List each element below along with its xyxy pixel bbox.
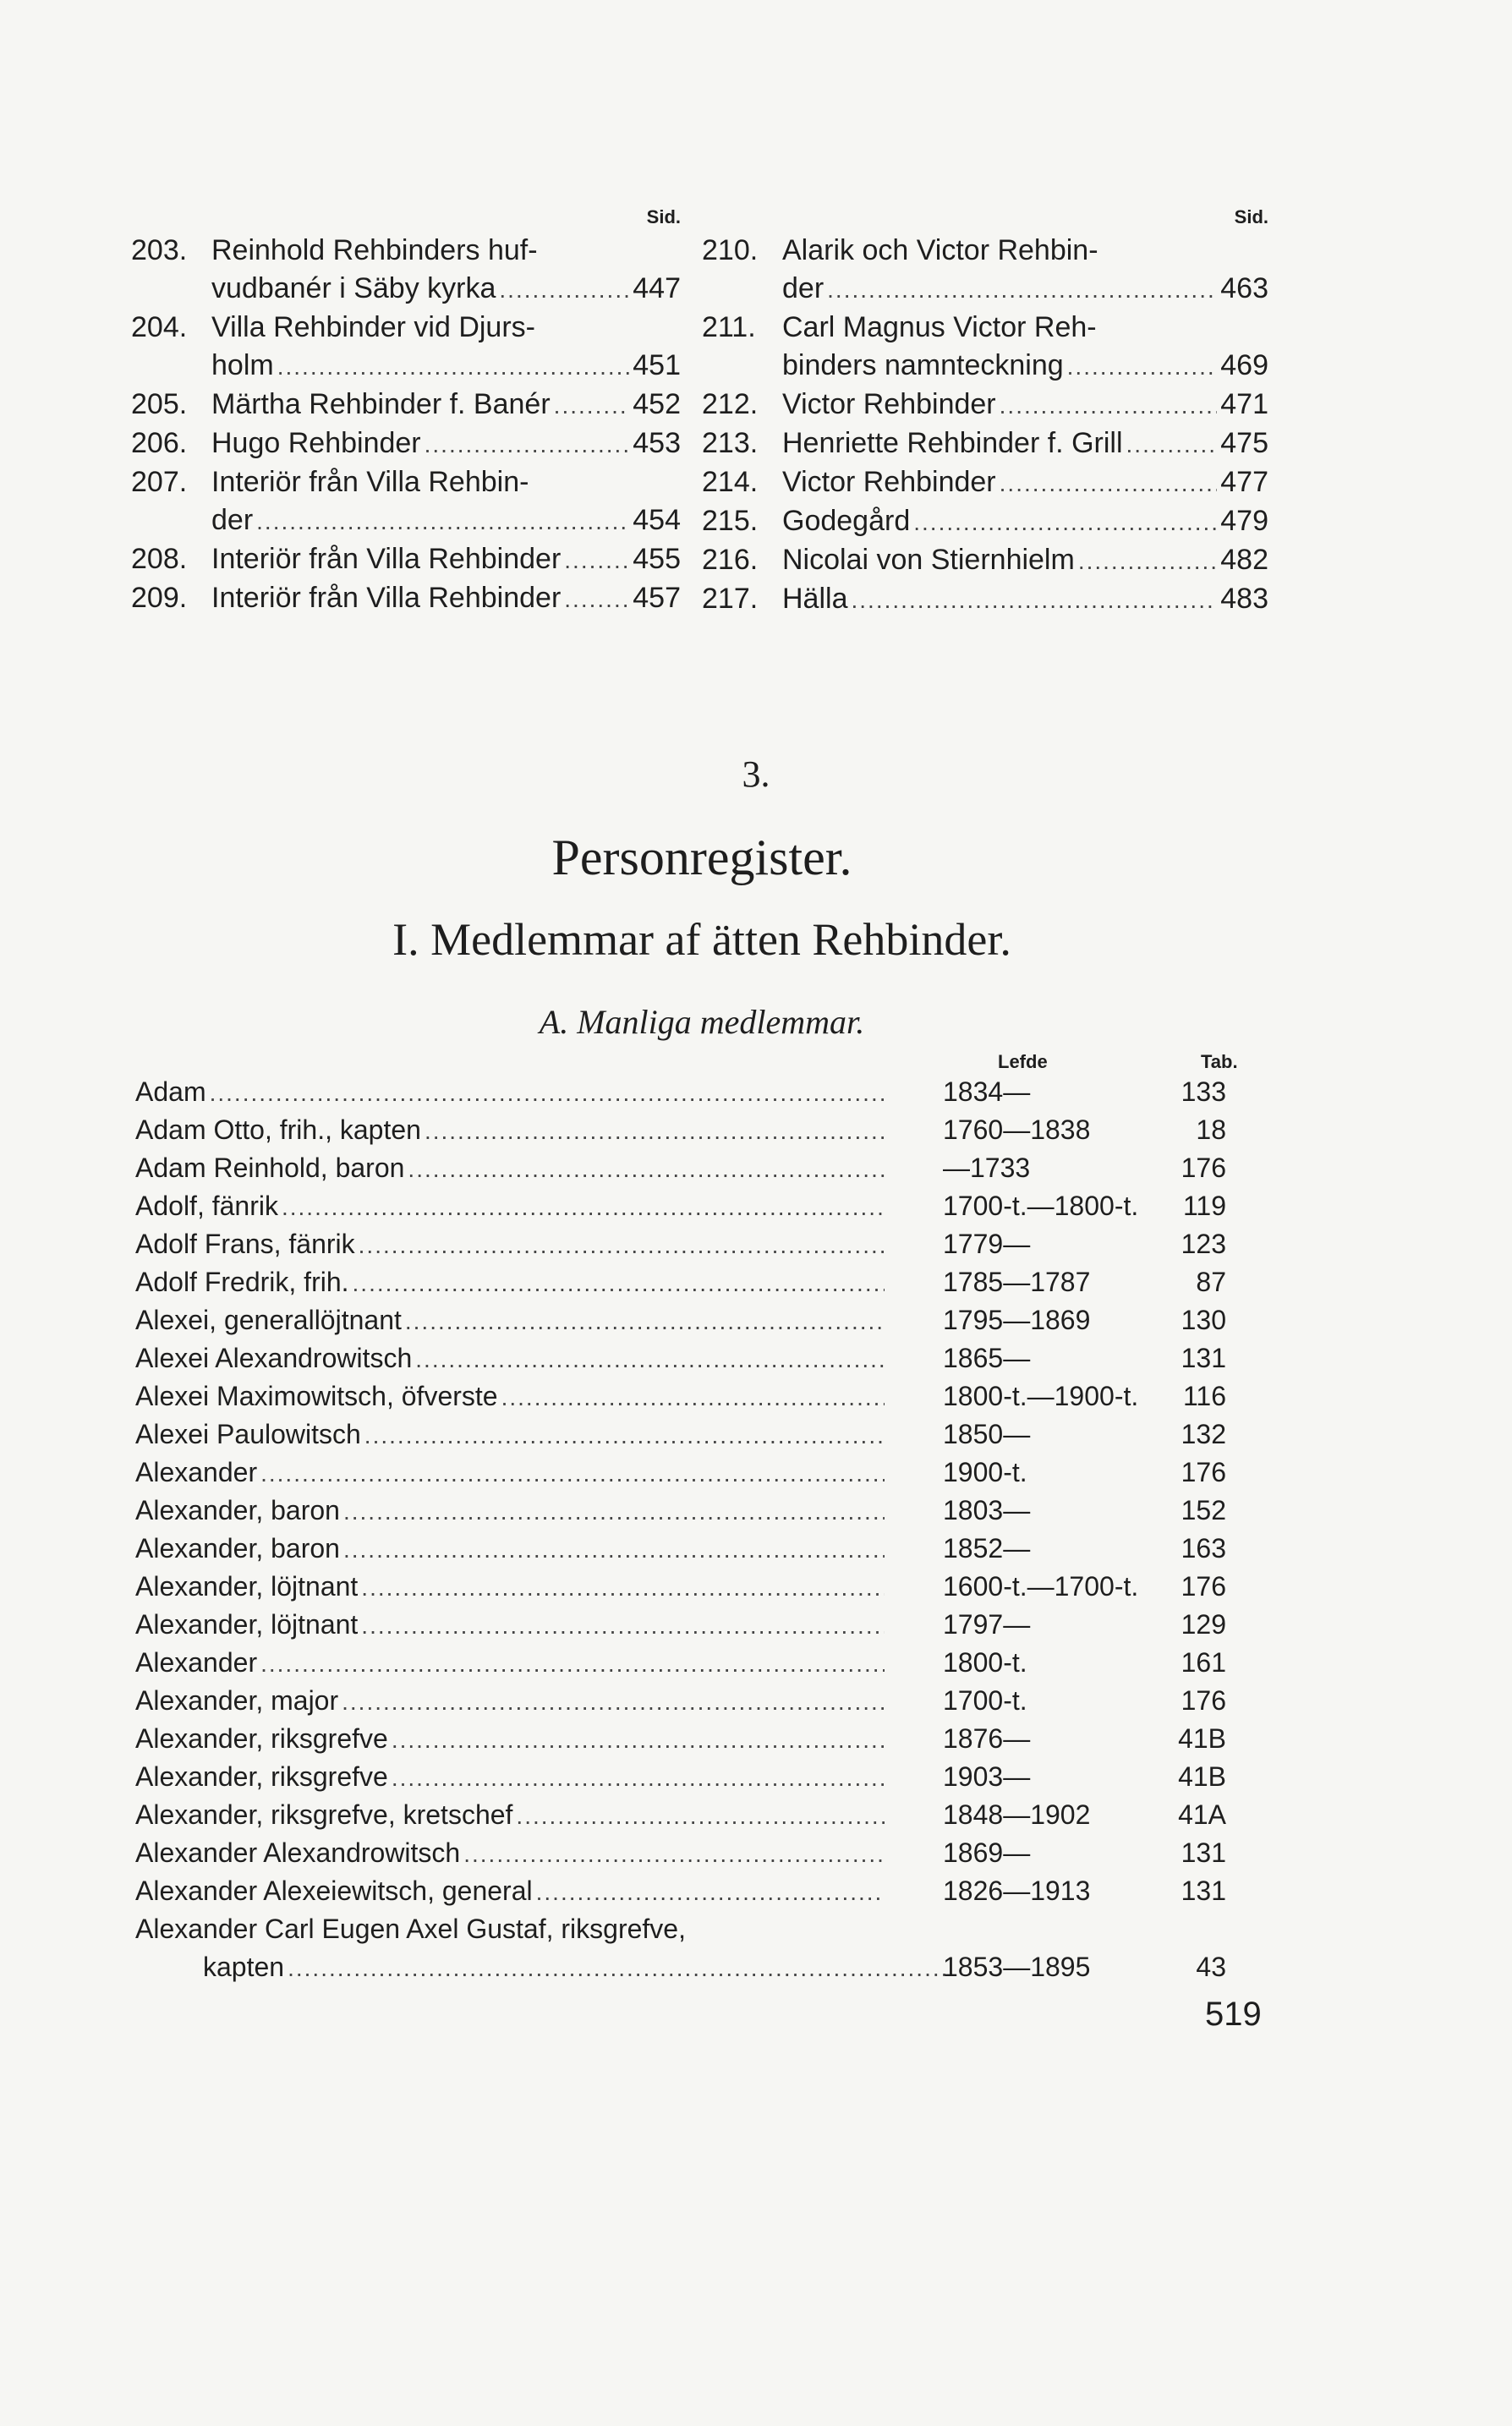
dot-leader: [1000, 386, 1218, 424]
illustration-line: [211, 309, 681, 347]
illustration-entry: [702, 541, 1268, 580]
illustration-caption: Interiör från Villa Rehbinder: [211, 582, 562, 614]
illustration-page: 447: [633, 272, 681, 304]
illustration-number: 209.: [131, 582, 188, 614]
register-row: [135, 1492, 1268, 1530]
dot-leader: [359, 1226, 885, 1264]
illustration-caption: Interiör från Villa Rehbin-: [211, 466, 529, 498]
register-lefde: 1826—1913: [943, 1876, 1091, 1906]
illustration-entry: [702, 309, 1268, 386]
register-name: Adolf Frans, fänrik: [135, 1229, 355, 1259]
register-name: Adolf, fänrik: [135, 1191, 278, 1221]
register-tab: 133: [1181, 1076, 1226, 1107]
register-name-line: [135, 1872, 888, 1911]
illustration-line: [211, 424, 681, 463]
illustration-caption: binders namnteckning: [782, 349, 1064, 381]
register-name-line: [135, 1492, 888, 1531]
register-name-line: [135, 1149, 888, 1188]
dot-leader: [364, 1416, 885, 1454]
register-name: Alexei Alexandrowitsch: [135, 1343, 413, 1373]
register-tab: 131: [1181, 1837, 1226, 1868]
illustration-number: 205.: [131, 388, 188, 420]
register-lefde: 1852—: [943, 1533, 1031, 1563]
dot-leader: [1067, 348, 1218, 386]
illustration-line: [782, 270, 1268, 309]
dot-leader: [405, 1302, 885, 1340]
illustration-caption: Märtha Rehbinder f. Banér: [211, 388, 551, 420]
illustration-page: 469: [1220, 349, 1268, 381]
illustration-line: [211, 232, 681, 270]
illustration-entry: [131, 386, 681, 424]
register-name: Alexander, riksgrefve: [135, 1723, 388, 1754]
register-lefde: 1800-t.: [943, 1647, 1027, 1678]
register-name-continued: kapten: [203, 1952, 285, 1982]
register-row: [135, 1454, 1268, 1492]
dot-leader: [256, 502, 629, 540]
illustration-caption: Villa Rehbinder vid Djurs-: [211, 311, 535, 343]
illustration-entry: [702, 424, 1268, 463]
illustration-caption: holm: [211, 349, 274, 381]
register-name: Adam Reinhold, baron: [135, 1153, 405, 1183]
illustration-page: 452: [633, 388, 681, 420]
illustration-number: 213.: [702, 427, 759, 459]
sid-column-header: Sid.: [646, 206, 681, 227]
register-name: Alexander, löjtnant: [135, 1571, 359, 1602]
illustration-entry: [702, 580, 1268, 619]
dot-leader: [415, 1340, 885, 1378]
register-lefde: 1865—: [943, 1343, 1031, 1373]
section-subtitle: I. Medlemmar af ätten Rehbinder.: [392, 914, 1011, 965]
illustration-line: [211, 270, 681, 309]
register-row: [135, 1796, 1268, 1834]
illustration-number: 210.: [702, 234, 759, 266]
register-tab: 119: [1182, 1191, 1226, 1221]
register-lefde: 1903—: [943, 1761, 1031, 1792]
dot-leader: [1000, 464, 1218, 502]
register-row: [135, 1568, 1268, 1606]
illustration-caption: Godegård: [782, 505, 911, 537]
illustration-line: [211, 386, 681, 424]
dot-leader: [516, 1797, 885, 1835]
register-row: [135, 1644, 1268, 1682]
dot-leader: [425, 1112, 885, 1150]
register-name-line: [135, 1606, 888, 1645]
register-tab: 87: [1196, 1267, 1226, 1297]
register-lefde: 1785—1787: [943, 1267, 1091, 1297]
register-lefde: 1850—: [943, 1419, 1031, 1449]
illustration-page: 479: [1220, 505, 1268, 537]
register-row: [135, 1073, 1268, 1111]
register-name-line: [135, 1910, 888, 1948]
register-name-line: [135, 1682, 888, 1721]
dot-leader: [260, 1454, 885, 1492]
illustration-line: [782, 463, 1268, 502]
dot-leader: [361, 1607, 885, 1645]
register-name: Adolf Fredrik, frih.: [135, 1267, 349, 1297]
section-number: 3.: [742, 753, 770, 795]
dot-leader: [343, 1492, 885, 1531]
illustration-line: [782, 541, 1268, 580]
illustration-list-left: [131, 203, 681, 618]
register-name: Alexander: [135, 1647, 258, 1678]
illustration-line: [782, 424, 1268, 463]
register-row: [135, 1910, 1268, 1948]
illustration-number: 207.: [131, 466, 188, 498]
register-name-line: [135, 1263, 888, 1302]
register-lefde: 1700-t.: [943, 1685, 1027, 1716]
dot-leader: [1078, 542, 1217, 580]
illustration-caption: Carl Magnus Victor Reh-: [782, 311, 1097, 343]
tab-column-header: Tab.: [1201, 1051, 1238, 1072]
register-name: Alexander: [135, 1457, 258, 1487]
register-tab: 152: [1181, 1495, 1226, 1525]
illustration-number: 216.: [702, 544, 759, 576]
illustration-caption: vudbanér i Säby kyrka: [211, 272, 496, 304]
register-row: [135, 1187, 1268, 1225]
register-tab: 161: [1181, 1647, 1226, 1678]
dot-leader: [210, 1074, 885, 1112]
register-tab: 176: [1181, 1153, 1226, 1183]
illustration-entry: [702, 386, 1268, 424]
register-tab: 132: [1181, 1419, 1226, 1449]
register-name-line: [135, 1720, 888, 1759]
illustration-caption: Alarik och Victor Rehbin-: [782, 234, 1098, 266]
register-name: Alexander, baron: [135, 1495, 340, 1525]
register-tab: 41A: [1178, 1799, 1226, 1830]
register-lefde: 1795—1869: [943, 1305, 1091, 1335]
register-name: Alexander, riksgrefve: [135, 1761, 388, 1792]
register-row: [135, 1339, 1268, 1377]
register-row: [135, 1263, 1268, 1301]
illustration-number: 217.: [702, 583, 759, 615]
register-name: Alexei Paulowitsch: [135, 1419, 361, 1449]
illustration-number: 203.: [131, 234, 188, 266]
illustration-caption: Hälla: [782, 583, 848, 615]
illustration-line: [782, 309, 1268, 347]
register-lefde: 1869—: [943, 1837, 1031, 1868]
register-row: [135, 1606, 1268, 1644]
register-name-line: [135, 1796, 888, 1835]
dot-leader: [353, 1264, 885, 1302]
dot-leader: [463, 1835, 885, 1873]
illustration-page: 451: [633, 349, 681, 381]
register-tab: 41B: [1178, 1761, 1226, 1792]
illustration-page: 455: [633, 543, 681, 575]
dot-leader: [392, 1759, 885, 1797]
register-name-line: [135, 1187, 888, 1226]
dot-leader: [392, 1721, 885, 1759]
dot-leader: [282, 1188, 885, 1226]
register-name-line: [135, 1568, 888, 1607]
register-lefde: 1760—1838: [943, 1114, 1091, 1145]
register-name: Alexander, baron: [135, 1533, 340, 1563]
illustration-entry: [131, 424, 681, 463]
register-tab: 131: [1181, 1876, 1226, 1906]
register-name: Alexander, riksgrefve, kretschef: [135, 1799, 513, 1830]
register-tab: 129: [1181, 1609, 1226, 1640]
illustration-entry: [131, 579, 681, 618]
illustration-entry: [131, 232, 681, 309]
dot-leader: [536, 1873, 885, 1911]
person-register: [135, 1044, 1268, 1986]
illustration-caption: Nicolai von Stiernhielm: [782, 544, 1075, 576]
illustration-line: [211, 463, 681, 501]
lefde-column-header: Lefde: [998, 1051, 1048, 1072]
register-name-line: [135, 1377, 888, 1416]
illustration-list-right: [702, 203, 1268, 619]
register-tab: 163: [1181, 1533, 1226, 1563]
register-lefde: 1600-t.—1700-t.: [943, 1571, 1139, 1602]
register-name: Alexei, generallöjtnant: [135, 1305, 402, 1335]
illustration-entry: [702, 232, 1268, 309]
dot-leader: [260, 1645, 885, 1683]
register-name: Adam: [135, 1076, 206, 1107]
illustration-caption: Hugo Rehbinder: [211, 427, 421, 459]
register-tab: 131: [1181, 1343, 1226, 1373]
illustration-caption: Victor Rehbinder: [782, 466, 996, 498]
register-lefde: 1779—: [943, 1229, 1031, 1259]
register-name-line: [135, 1530, 888, 1569]
register-lefde: 1876—: [943, 1723, 1031, 1754]
register-name-line: [135, 1948, 956, 1987]
dot-leader: [288, 1949, 952, 1987]
dot-leader: [827, 271, 1217, 309]
register-name: Alexander, major: [135, 1685, 339, 1716]
register-tab: 43: [1196, 1952, 1226, 1982]
illustration-line: [782, 580, 1268, 619]
illustration-page: 477: [1220, 466, 1268, 498]
illustration-entry: [131, 540, 681, 579]
register-tab: 123: [1181, 1229, 1226, 1259]
subsection-title: A. Manliga medlemmar.: [539, 1003, 865, 1041]
register-name: Adam Otto, frih., kapten: [135, 1114, 421, 1145]
dot-leader: [913, 503, 1217, 541]
register-name-line: [135, 1339, 888, 1378]
dot-leader: [342, 1683, 885, 1721]
register-name: Alexander, löjtnant: [135, 1609, 359, 1640]
illustration-caption: Victor Rehbinder: [782, 388, 996, 420]
register-tab: 116: [1182, 1381, 1226, 1411]
dot-leader: [361, 1569, 885, 1607]
dot-leader: [554, 386, 630, 424]
register-name-line: [135, 1834, 888, 1873]
register-row: [135, 1416, 1268, 1454]
register-row: [135, 1301, 1268, 1339]
register-lefde: 1834—: [943, 1076, 1031, 1107]
section-title: Personregister.: [551, 830, 852, 885]
illustration-entry: [702, 502, 1268, 541]
register-name: Alexander Alexeiewitsch, general: [135, 1876, 533, 1906]
register-row: [135, 1682, 1268, 1720]
illustration-number: 211.: [702, 311, 756, 343]
illustration-number: 212.: [702, 388, 759, 420]
dot-leader: [851, 581, 1217, 619]
dot-leader: [1126, 425, 1218, 463]
register-row: [135, 1872, 1268, 1910]
illustration-page: 453: [633, 427, 681, 459]
illustration-page: 457: [633, 582, 681, 614]
illustration-entry: [131, 309, 681, 386]
illustration-number: 204.: [131, 311, 188, 343]
register-tab: 176: [1181, 1571, 1226, 1602]
illustration-page: 483: [1220, 583, 1268, 615]
illustration-page: 482: [1220, 544, 1268, 576]
illustration-number: 206.: [131, 427, 188, 459]
sid-column-header: Sid.: [1234, 206, 1268, 227]
register-lefde: 1848—1902: [943, 1799, 1091, 1830]
register-name-line: [135, 1073, 888, 1112]
page-number: 519: [1205, 1996, 1262, 2033]
register-row: [135, 1834, 1268, 1872]
register-lefde: 1700-t.—1800-t.: [943, 1191, 1139, 1221]
dot-leader: [501, 1378, 885, 1416]
illustration-caption: der: [782, 272, 824, 304]
illustration-number: 208.: [131, 543, 188, 575]
illustration-number: 215.: [702, 505, 759, 537]
illustration-line: [782, 347, 1268, 386]
dot-leader: [343, 1531, 885, 1569]
register-row: [135, 1720, 1268, 1758]
register-lefde: 1800-t.—1900-t.: [943, 1381, 1139, 1411]
dot-leader: [408, 1150, 885, 1188]
register-name: Alexander Alexandrowitsch: [135, 1837, 461, 1868]
illustration-number: 214.: [702, 466, 759, 498]
illustration-line: [211, 501, 681, 540]
illustration-line: [211, 540, 681, 579]
illustration-line: [782, 232, 1268, 270]
dot-leader: [277, 348, 630, 386]
illustration-line: [211, 579, 681, 618]
illustration-line: [211, 347, 681, 386]
register-lefde: 1900-t.: [943, 1457, 1027, 1487]
illustration-caption: Interiör från Villa Rehbinder: [211, 543, 562, 575]
register-name-line: [135, 1111, 888, 1150]
register-lefde: 1797—: [943, 1609, 1031, 1640]
register-row: [135, 1530, 1268, 1568]
illustration-caption: Reinhold Rehbinders huf-: [211, 234, 538, 266]
register-header: [135, 1044, 1268, 1073]
register-row: [135, 1111, 1268, 1149]
register-name: Alexander Carl Eugen Axel Gustaf, riksgrefve,: [135, 1914, 686, 1944]
dot-leader: [425, 425, 630, 463]
register-name-line: [135, 1644, 888, 1683]
illustration-page: 454: [633, 504, 681, 536]
register-lefde: —1733: [943, 1153, 1031, 1183]
illustration-line: [782, 386, 1268, 424]
illustration-caption: Henriette Rehbinder f. Grill: [782, 427, 1123, 459]
dot-leader: [564, 580, 629, 618]
dot-leader: [564, 541, 629, 579]
illustration-entry: [702, 463, 1268, 502]
register-name: Alexei Maximowitsch, öfverste: [135, 1381, 498, 1411]
register-row: [135, 1149, 1268, 1187]
register-name-line: [135, 1758, 888, 1797]
register-tab: 18: [1196, 1114, 1226, 1145]
register-name-line: [135, 1416, 888, 1454]
dot-leader: [499, 271, 629, 309]
illustration-entry: [131, 463, 681, 540]
illustration-caption: der: [211, 504, 254, 536]
illustration-page: 471: [1220, 388, 1268, 420]
register-tab: 176: [1181, 1457, 1226, 1487]
register-row: [135, 1225, 1268, 1263]
register-row: [135, 1758, 1268, 1796]
register-tab: 176: [1181, 1685, 1226, 1716]
register-tab: 130: [1181, 1305, 1226, 1335]
register-name-line: [135, 1454, 888, 1492]
register-tab: 41B: [1178, 1723, 1226, 1754]
register-name-line: [135, 1225, 888, 1264]
register-lefde: 1853—1895: [943, 1952, 1091, 1982]
illustration-page: 463: [1220, 272, 1268, 304]
register-name-line: [135, 1301, 888, 1340]
register-lefde: 1803—: [943, 1495, 1031, 1525]
illustration-line: [782, 502, 1268, 541]
illustration-page: 475: [1220, 427, 1268, 459]
register-row: [135, 1377, 1268, 1416]
register-row-continued: [135, 1948, 1268, 1986]
